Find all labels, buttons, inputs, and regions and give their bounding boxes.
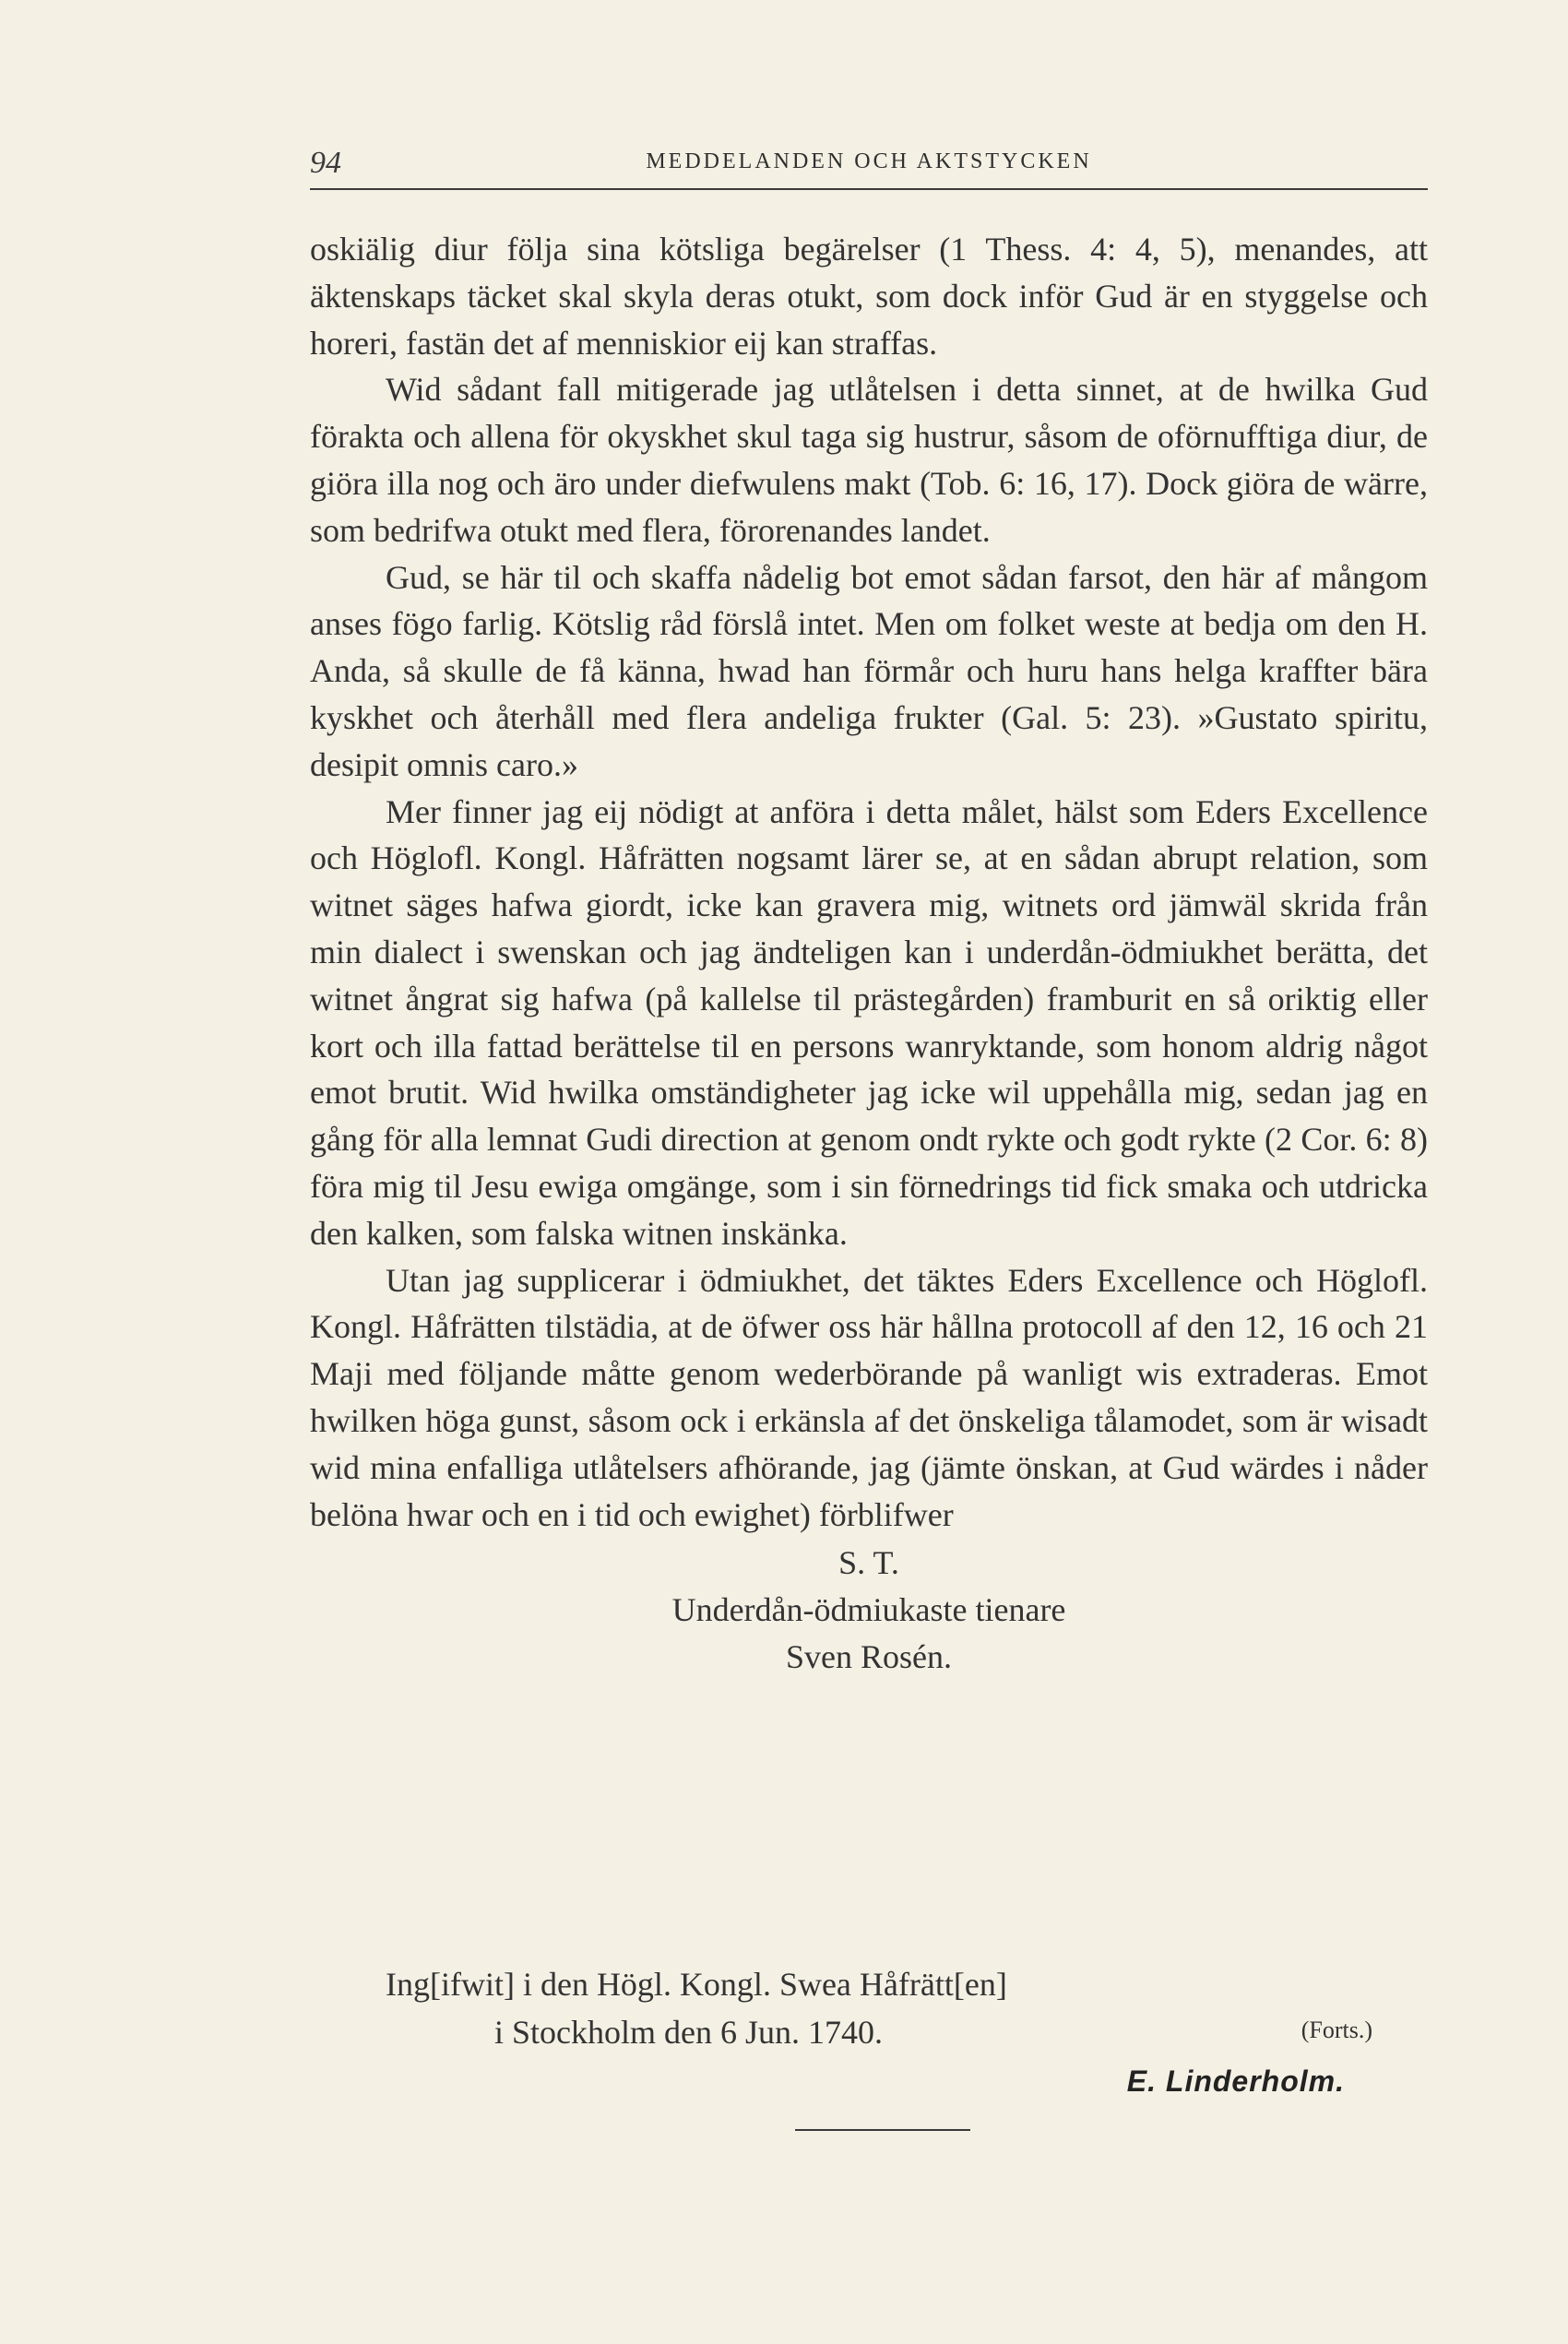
paragraph: Utan jag supplicerar i ödmiukhet, det täktes Eders Excellence och Höglofl. Kongl. Håfrätten tilstädia, at de öfwer oss här hållna protocoll af den 12, 16 och 21 Maji med följande måtte genom wederbörande på wanligt wis extraderas. Emot hwilken höga gunst, såsom ock i erkänsla af det önskeliga tålamodet, som är wisadt wid mina enfalliga utlåtelsers afhörande, jag (jämte önskan, at Gud wärdes i nåder belöna hwar och en i tid och ewighet) förblifwer: [310, 1261, 1428, 1533]
registration-note: [310, 1965, 1428, 2098]
paragraph: Mer finner jag eij nödigt at anföra i detta målet, hälst som Eders Excellence och Höglofl. Kongl. Håfrätten nogsamt lärer se, at en sådan abrupt relation, som witnet säges hafwa giordt, icke kan gravera mig, witnets ord jämwäl skrida från min dialect i swenskan och jag ändteligen kan i underdån-ödmiukhet berätta, det witnet ångrat sig hafwa (på kallelse til prästegården) framburit en så oriktig eller kort och illa fattad berättelse til en persons wanryktande, som honom aldrig något emot brutit. Wid hwilka omständigheter jag icke wil uppehålla mig, sedan jag en gång för alla lemnat Gudi direction at genom ondt rykte och godt rykte (2 Cor. 6: 8) föra mig til Jesu ewiga omgänge, som i sin förnedrings tid fick smaka och utdricka den kalken, som falska witnen inskänka.: [310, 792, 1428, 1252]
paragraph: Wid sådant fall mitigerade jag utlåtelsen i detta sinnet, at de hwilka Gud förakta och allena för okyskhet skul taga sig hustrur, såsom de oförnufftiga diur, de giöra illa nog och äro under diefwulens makt (Tob. 6: 16, 17). Dock giöra de wärre, som bedrifwa otukt med flera, förorenandes landet.: [310, 371, 1428, 549]
registration-line-1: Ing[ifwit] i den Högl. Kongl. Swea Håfrätt[en]: [386, 1966, 1007, 2003]
running-title: MEDDELANDEN OCH AKTSTYCKEN: [646, 149, 1092, 173]
running-header: [310, 146, 1428, 190]
closing-salutation: S. T.: [838, 1544, 899, 1582]
page-number: 94: [310, 146, 341, 180]
closing-signoff: Underdån-ödmiukaste tienare: [671, 1591, 1066, 1629]
registration-line-2: i Stockholm den 6 Jun. 1740.: [494, 2014, 883, 2051]
paragraph: oskiälig diur följa sina kötsliga begärelser (1 Thess. 4: 4, 5), menandes, att äktenskaps täcket skal skyla deras otukt, som dock inför Gud är en styggelse och horeri, fastän det af menniskior eij kan straffas.: [310, 231, 1428, 362]
signature: Sven Rosén.: [786, 1637, 952, 1675]
body-text: [310, 226, 1428, 1681]
continued-note: (Forts.): [1301, 2017, 1372, 2043]
end-divider: [795, 2129, 970, 2131]
author-name: E. Linderholm.: [1126, 2064, 1345, 2098]
paragraph: Gud, se här til och skaffa nådelig bot emot sådan farsot, den här af mångom anses fögo farlig. Kötslig råd förslå intet. Men om folket weste at bedja om den H. Anda, så skulle de få känna, hwad han förmår och huru hans helga kraffter bära kyskhet och återhåll med flera andeliga frukter (Gal. 5: 23). »Gustato spiritu, desipit omnis caro.»: [310, 558, 1428, 783]
